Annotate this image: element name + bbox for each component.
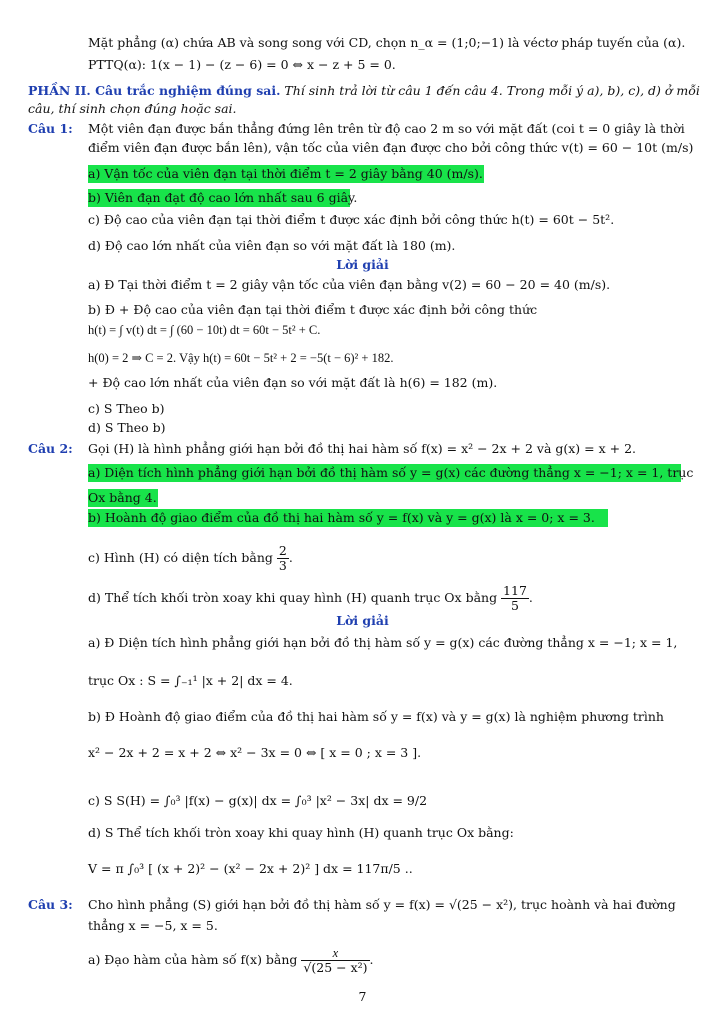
option-b-highlighted: b) Hoành độ giao điểm của đồ thị hai hàm số y = f(x) và y = g(x) là x = 0; x = 3. — [88, 509, 608, 527]
option-a-highlighted: a) Diện tích hình phẳng giới hạn bởi đồ thị hàm số y = g(x) các đường thẳng x = −1; x = 1, trục — [88, 465, 694, 480]
solution-line: d) S Thể tích khối tròn xoay khi quay hình (H) quanh trục Ox bằng: — [88, 825, 514, 840]
option-c: c) Hình (H) có diện tích bằng $\frac{2}{3}$ . — [88, 543, 293, 573]
option-text: a) Đạo hàm của hàm số f(x) bằng — [88, 952, 302, 967]
option-a: a) Đạo hàm của hàm số f(x) bằng $\frac{x}{\text{√(25 − x²)}}$ . — [88, 946, 374, 975]
fraction-denominator: 5 — [511, 598, 519, 613]
solution-line: d) S Theo b) — [88, 420, 166, 435]
solution-formula: V = π ∫₀³ [ (x + 2)² − (x² − 2x + 2)² ] dx = 117π/5 .. — [88, 861, 413, 876]
text-line: PTTQ(α): 1(x − 1) − (z − 6) = 0 ⇔ x − z + 5 = 0. — [88, 57, 396, 72]
option-c: c) Độ cao của viên đạn tại thời điểm t được xác định bởi công thức h(t) = 60t − 5t². — [88, 212, 615, 227]
solution-line: b) Đ + Độ cao của viên đạn tại thời điểm t được xác định bởi công thức — [88, 302, 538, 317]
question-label: Câu 3: — [28, 897, 73, 912]
option-d: d) Thể tích khối tròn xoay khi quay hình (H) quanh trục Ox bằng $\frac{117}{5}$ . — [88, 583, 533, 613]
option-text: d) Thể tích khối tròn xoay khi quay hình (H) quanh trục Ox bằng — [88, 590, 502, 605]
text-line: Mặt phẳng (α) chứa AB và song song với CD, chọn n_α = (1;0;−1) là véctơ pháp tuyến của (α). — [88, 35, 686, 50]
fraction-denominator: 3 — [278, 558, 287, 573]
option-d: d) Độ cao lớn nhất của viên đạn so với mặt đất là 180 (m). — [88, 238, 456, 253]
solution-formula: trục Ox : S = ∫₋₁¹ |x + 2| dx = 4. — [88, 673, 293, 688]
option-b-highlighted: b) Viên đạn đạt độ cao lớn nhất sau 6 giây. — [88, 190, 358, 205]
question-text: Cho hình phẳng (S) giới hạn bởi đồ thị hàm số y = f(x) = √(25 − x²), trục hoành và hai đường — [88, 897, 676, 912]
question-text: thẳng x = −5, x = 5. — [88, 918, 218, 933]
question-text: điểm viên đạn được bắn lên), vận tốc của viên đạn được cho bởi công thức v(t) = 60 − 10t (m/s) — [88, 140, 694, 155]
question-label: Câu 1: — [28, 121, 73, 136]
option-a-highlighted-cont: Ox bằng 4. — [88, 490, 157, 505]
solution-line: a) Đ Tại thời điểm t = 2 giây vận tốc của viên đạn bằng v(2) = 60 − 20 = 40 (m/s). — [88, 277, 611, 292]
solution-line: b) Đ Hoành độ giao điểm của đồ thị hai hàm số y = f(x) và y = g(x) là nghiệm phương trình — [88, 709, 664, 724]
solution-line: + Độ cao lớn nhất của viên đạn so với mặt đất là h(6) = 182 (m). — [88, 375, 498, 390]
option-text: c) Hình (H) có diện tích bằng — [88, 550, 277, 565]
fraction — [501, 584, 529, 613]
solution-formula: h(0) = 2 ⇒ C = 2. Vậy h(t) = 60t − 5t² + 2 = −5(t − 6)² + 182. — [88, 351, 394, 365]
fraction-numerator: 117 — [503, 583, 527, 598]
section-instructions: Thí sinh trả lời từ câu 1 đến câu 4. Trong mỗi ý a), b), c), d) ở mỗi — [280, 83, 700, 98]
section-heading — [28, 82, 700, 100]
page-number: 7 — [358, 989, 367, 1004]
section-instructions-cont: câu, thí sinh chọn đúng hoặc sai. — [28, 101, 237, 116]
section-title: PHẦN II. Câu trắc nghiệm đúng sai. — [28, 83, 281, 98]
solution-heading: Lời giải — [336, 613, 389, 628]
solution-line: c) S Theo b) — [88, 401, 165, 416]
question-text: Một viên đạn được bắn thẳng đứng lên trên từ độ cao 2 m so với mặt đất (coi t = 0 giây là thời — [88, 121, 685, 136]
fraction — [277, 544, 289, 573]
question-text: Gọi (H) là hình phẳng giới hạn bởi đồ thị hai hàm số f(x) = x² − 2x + 2 và g(x) = x + 2. — [88, 441, 637, 456]
solution-line: a) Đ Diện tích hình phẳng giới hạn bởi đồ thị hàm số y = g(x) các đường thẳng x = −1; x = 1, — [88, 635, 678, 650]
solution-formula: c) S S(H) = ∫₀³ |f(x) − g(x)| dx = ∫₀³ |x² − 3x| dx = 9/2 — [88, 793, 428, 808]
fraction-numerator: 2 — [278, 543, 287, 558]
fraction-denominator: √(25 − x²) — [303, 960, 368, 975]
fraction — [301, 946, 369, 975]
fraction-numerator: x — [301, 946, 369, 961]
solution-heading: Lời giải — [336, 257, 389, 272]
solution-formula: x² − 2x + 2 = x + 2 ⇔ x² − 3x = 0 ⇔ [ x = 0 ; x = 3 ]. — [88, 745, 422, 760]
question-label: Câu 2: — [28, 441, 73, 456]
solution-formula: h(t) = ∫ v(t) dt = ∫ (60 − 10t) dt = 60t − 5t² + C. — [88, 323, 321, 337]
option-a-highlighted: a) Vận tốc của viên đạn tại thời điểm t = 2 giây bằng 40 (m/s). — [88, 166, 483, 181]
